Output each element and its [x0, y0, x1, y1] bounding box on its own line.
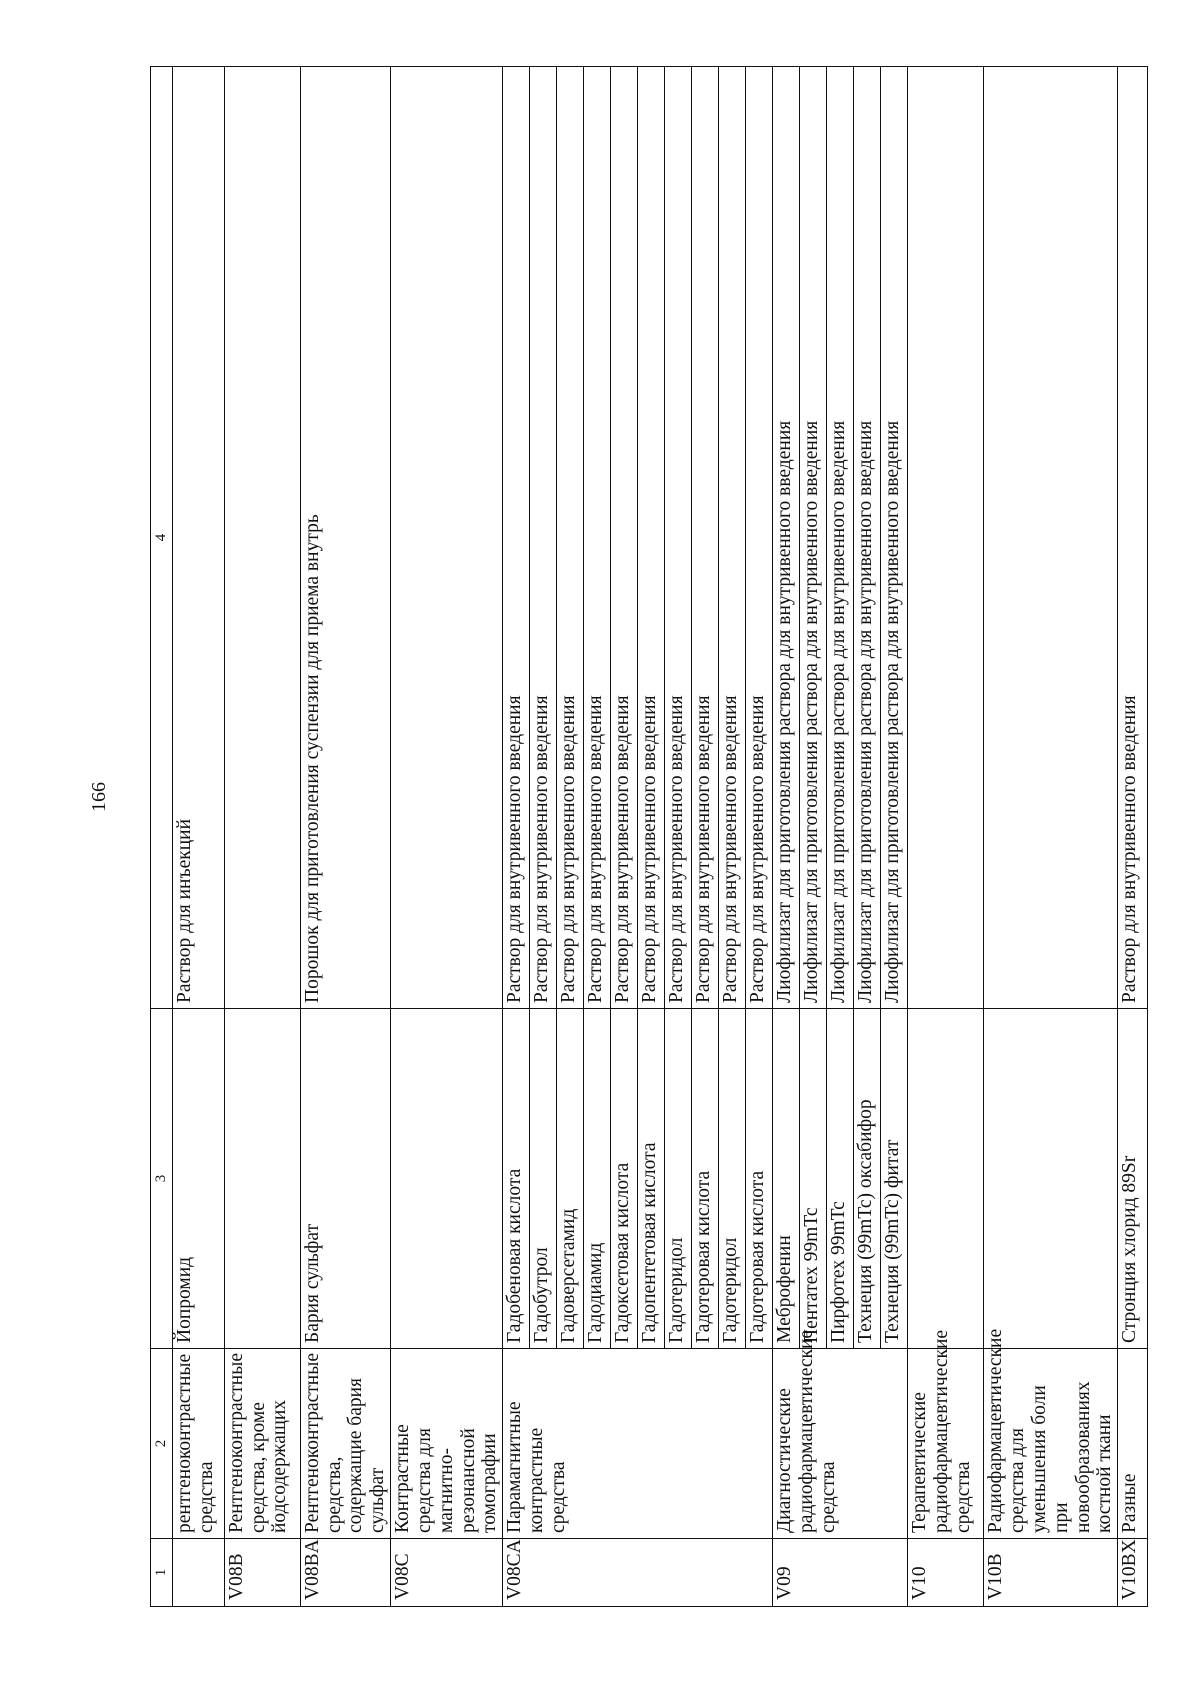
- substance-cell: Стронция хлорид 89Sr: [1118, 1009, 1148, 1349]
- dosage-form-cell: Раствор для внутривенного введения: [719, 67, 746, 1009]
- table-row: [908, 67, 984, 1607]
- atc-code-cell: V08B: [224, 1539, 300, 1607]
- header-col-3: 3: [151, 1009, 173, 1349]
- dosage-form-cell: Раствор для внутривенного введения: [584, 67, 611, 1009]
- dosage-form-cell: Раствор для внутривенного введения: [503, 67, 530, 1009]
- substance-cell: [984, 1009, 1118, 1349]
- table-row: [503, 67, 530, 1607]
- group-name-cell: Парамагнитные контрастные средства: [503, 1349, 773, 1539]
- header-col-1: 1: [151, 1539, 173, 1607]
- substance-cell: Пентатех 99mTc: [800, 1009, 827, 1349]
- group-name-cell: Диагностические радиофармацевтические средства: [773, 1349, 908, 1539]
- dosage-form-cell: Порошок для приготовления суспензии для приема внутрь: [300, 67, 390, 1009]
- substance-cell: [908, 1009, 984, 1349]
- dosage-form-cell: Лиофилизат для приготовления раствора для внутривенного введения: [827, 67, 854, 1009]
- substance-cell: Пирфотех 99mTc: [827, 1009, 854, 1349]
- dosage-form-cell: Лиофилизат для приготовления раствора для внутривенного введения: [773, 67, 800, 1009]
- dosage-form-cell: Раствор для внутривенного введения: [1118, 67, 1148, 1009]
- substance-cell: Технеция (99mTc) фитат: [881, 1009, 908, 1349]
- substance-cell: Гадотеровая кислота: [692, 1009, 719, 1349]
- dosage-form-cell: Раствор для внутривенного введения: [557, 67, 584, 1009]
- substance-cell: Йопромид: [172, 1009, 224, 1349]
- group-name-cell: рентгеноконтрастные средства: [172, 1349, 224, 1539]
- group-name-cell: Рентгеноконтрастные средства, содержащие бария сульфат: [300, 1349, 390, 1539]
- dosage-form-cell: [908, 67, 984, 1009]
- header-row: [151, 67, 173, 1607]
- group-name-cell: Контрастные средства для магнитно-резонансной томографии: [391, 1349, 503, 1539]
- table-row: [1118, 67, 1148, 1607]
- dosage-form-cell: Раствор для инъекций: [172, 67, 224, 1009]
- substance-cell: Бария сульфат: [300, 1009, 390, 1349]
- header-col-4: 4: [151, 67, 173, 1009]
- dosage-form-cell: [391, 67, 503, 1009]
- dosage-form-cell: Раствор для внутривенного введения: [665, 67, 692, 1009]
- page-number: 166: [88, 782, 110, 812]
- dosage-form-cell: Раствор для внутривенного введения: [611, 67, 638, 1009]
- table-row: [172, 67, 224, 1607]
- dosage-form-cell: [984, 67, 1118, 1009]
- substance-cell: Гадоверсетамид: [557, 1009, 584, 1349]
- atc-code-cell: V08CA: [503, 1539, 773, 1607]
- table-row: [224, 67, 300, 1607]
- dosage-form-cell: [224, 67, 300, 1009]
- header-col-2: 2: [151, 1349, 173, 1539]
- substance-cell: Гадопентетовая кислота: [638, 1009, 665, 1349]
- dosage-form-cell: Раствор для внутривенного введения: [746, 67, 773, 1009]
- atc-code-cell: V08BA: [300, 1539, 390, 1607]
- dosage-form-cell: Раствор для внутривенного введения: [638, 67, 665, 1009]
- table-row: [300, 67, 390, 1607]
- group-name-cell: Рентгеноконтрастные средства, кроме йодсодержащих: [224, 1349, 300, 1539]
- table-row: [773, 67, 800, 1607]
- substance-cell: Меброфенин: [773, 1009, 800, 1349]
- drug-table-container: [150, 67, 1141, 1607]
- atc-code-cell: V10: [908, 1539, 984, 1607]
- substance-cell: Гадотеровая кислота: [746, 1009, 773, 1349]
- drug-table: [150, 66, 1148, 1607]
- dosage-form-cell: Раствор для внутривенного введения: [530, 67, 557, 1009]
- substance-cell: Гадобеновая кислота: [503, 1009, 530, 1349]
- table-row: [391, 67, 503, 1607]
- substance-cell: Технеция (99mTc) оксабифор: [854, 1009, 881, 1349]
- substance-cell: Гадоксетовая кислота: [611, 1009, 638, 1349]
- atc-code-cell: [172, 1539, 224, 1607]
- atc-code-cell: V10B: [984, 1539, 1118, 1607]
- dosage-form-cell: Лиофилизат для приготовления раствора для внутривенного введения: [881, 67, 908, 1009]
- dosage-form-cell: Лиофилизат для приготовления раствора для внутривенного введения: [800, 67, 827, 1009]
- group-name-cell: Терапевтические радиофармацевтические средства: [908, 1349, 984, 1539]
- group-name-cell: Разные: [1118, 1349, 1148, 1539]
- substance-cell: Гадодиамид: [584, 1009, 611, 1349]
- substance-cell: Гадотеридол: [665, 1009, 692, 1349]
- dosage-form-cell: Раствор для внутривенного введения: [692, 67, 719, 1009]
- atc-code-cell: V08C: [391, 1539, 503, 1607]
- substance-cell: Гадобутрол: [530, 1009, 557, 1349]
- group-name-cell: Радиофармацевтические средства для уменьшения боли при новообразованиях костной ткани: [984, 1349, 1118, 1539]
- atc-code-cell: V10BX: [1118, 1539, 1148, 1607]
- dosage-form-cell: Лиофилизат для приготовления раствора для внутривенного введения: [854, 67, 881, 1009]
- substance-cell: [391, 1009, 503, 1349]
- substance-cell: [224, 1009, 300, 1349]
- atc-code-cell: V09: [773, 1539, 908, 1607]
- substance-cell: Гадотеридол: [719, 1009, 746, 1349]
- table-row: [984, 67, 1118, 1607]
